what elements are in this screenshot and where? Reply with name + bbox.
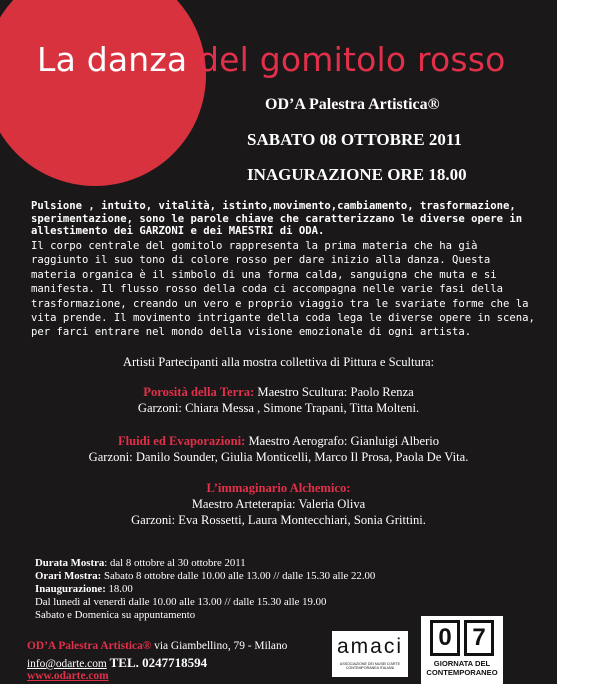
logo-caption: [421, 660, 503, 677]
inauguration-line: [35, 583, 133, 595]
duration-value: : dal 8 ottobre al 30 ottobre 2011: [104, 557, 246, 569]
section-2-garzoni: Garzoni: Danilo Sounder, Giulia Monticelli, Marco Il Prosa, Paola De Vita.: [88, 450, 469, 464]
weekend-hours: Sabato e Domenica su appuntamento: [35, 609, 196, 621]
logo-digit-0: 0: [430, 620, 460, 656]
amaci-logo: [332, 631, 408, 677]
contact-line: [27, 640, 287, 652]
artists-intro: Artisti Partecipanti alla mostra collettiva di Pittura e Scultura:: [122, 355, 435, 369]
section-1-garzoni: Garzoni: Chiara Messa , Simone Trapani, Titta Molteni.: [137, 401, 420, 415]
section-2-title-text: Fluidi ed Evaporazioni:: [117, 434, 246, 448]
amaci-logo-subtitle: ASSOCIAZIONE DEI MUSEI D'ARTE CONTEMPORANEA ITALIANI: [339, 662, 401, 671]
inauguration-label: Inaugurazione:: [35, 583, 106, 595]
section-3-garzoni: Garzoni: Eva Rossetti, Laura Montecchiari, Sonia Grittini.: [131, 513, 426, 527]
amaci-logo-name: amaci: [336, 635, 404, 658]
intro-description: Il corpo centrale del gomitolo rappresenta la prima materia che ha già raggiunto il suo tono di colore rosso per dare inizio alla danza. Questa materia organica è il simbolo di una forma calda, sanguigna che muta e si manifesta. Il flusso rosso della coda ci accompagna nelle varie fasi della trasformazione, creando un vero e proprio viaggio tra le svariate forme che la vita prende. Il movimento intrigante della coda lega le diverse opere in scena, per farci entrare nel mondo della visione emozionale di ogni artista.: [31, 240, 535, 339]
venue-headline: OD’A Palestra Artistica®: [265, 96, 440, 113]
hours-label: Orari Mostra:: [35, 570, 102, 582]
section-1-master: Maestro Scultura: Paolo Renza: [254, 385, 414, 399]
contact-name: OD’A Palestra Artistica®: [27, 640, 152, 652]
logo-caption-line-1: GIORNATA DEL: [433, 659, 491, 668]
title-part-2: del gomitolo rosso: [198, 40, 506, 79]
email-link[interactable]: info@odarte.com: [27, 658, 107, 670]
intro-keywords: Pulsione , intuito, vitalità, istinto,movimento,cambiamento, trasformazione, sperimentazione, sono le parole chiave che caratterizzano le diverse opere in allestimento dei GARZONI e dei MAESTRI di ODA.: [31, 200, 523, 238]
hours-value: Sabato 8 ottobre dalle 10.00 alle 13.00 // dalle 15.30 alle 22.00: [101, 570, 376, 582]
duration-label: Durata Mostra: [35, 557, 105, 569]
red-circle-decoration: [0, 0, 206, 186]
inauguration-value: 18.00: [105, 583, 133, 595]
giornata-contemporaneo-logo: [421, 616, 503, 684]
section-1-title: [0, 385, 557, 400]
section-3-master: Maestro Arteterapia: Valeria Oliva: [191, 497, 366, 511]
hours-line: [35, 570, 375, 582]
website-link[interactable]: www.odarte.com: [27, 670, 109, 682]
opening-headline: INAGURAZIONE ORE 18.00: [247, 165, 467, 184]
section-2-master: Maestro Aerografo: Gianluigi Alberio: [245, 434, 440, 448]
logo-caption-line-2: CONTEMPORANEO: [426, 667, 498, 677]
logo-digit-7: 7: [464, 620, 494, 656]
phone-number: TEL. 0247718594: [109, 655, 208, 670]
section-3-title: L’immaginario Alchemico:: [206, 481, 351, 495]
title-part-1: La danza: [37, 40, 188, 79]
contact-line-2: [27, 655, 207, 671]
contact-address: via Giambellino, 79 - Milano: [154, 640, 288, 652]
weekday-hours: Dal lunedì al venerdì dalle 10.00 alle 13.00 // dalle 15.30 alle 19.00: [35, 596, 327, 608]
duration-line: [35, 557, 246, 569]
poster-title: [37, 40, 506, 79]
section-2-title: [0, 434, 557, 449]
date-headline: SABATO 08 OTTOBRE 2011: [247, 130, 462, 149]
section-1-title-text: Porosità della Terra:: [143, 385, 255, 399]
